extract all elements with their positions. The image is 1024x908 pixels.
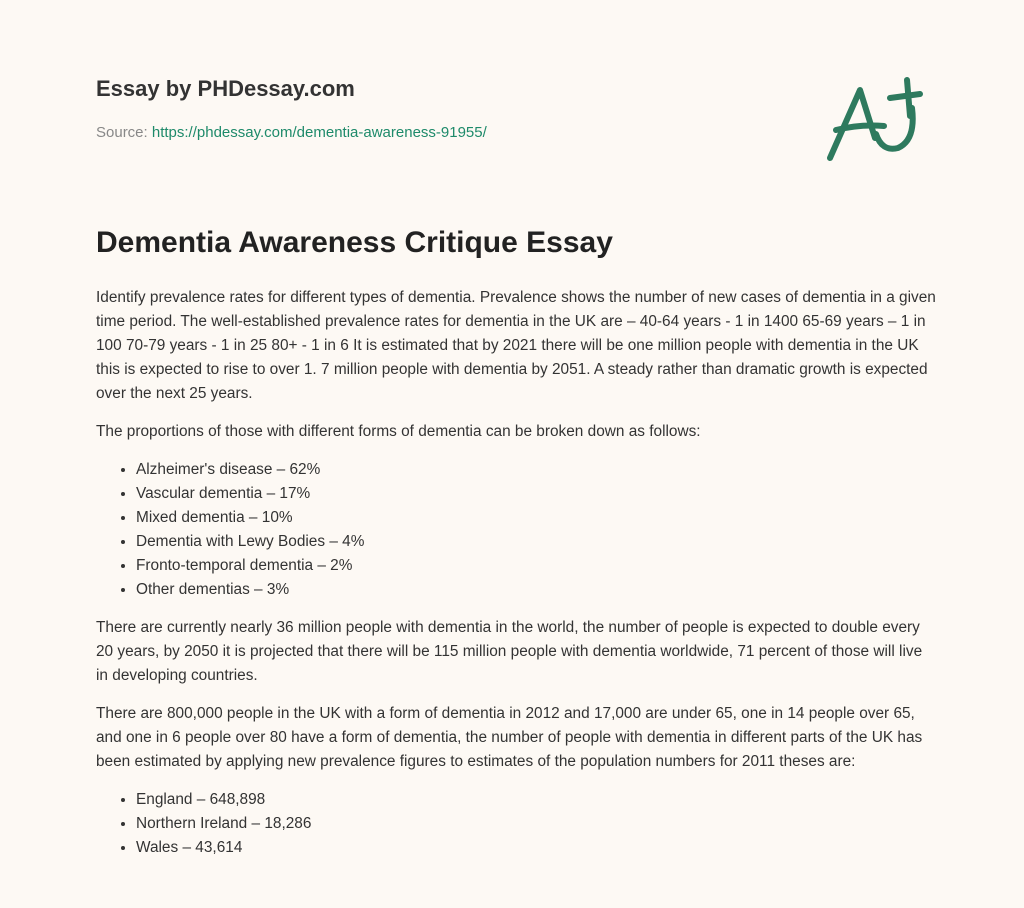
paragraph: Identify prevalence rates for different types of dementia. Prevalence shows the number of new cases of dementia in a given time period. The well-established prevalence rates for dementia in the UK are – 40-64 years - 1 in 1400 65-69 years – 1 in 100 70-79 years - 1 in 25 80+ - 1 in 6 It is estimated that by 2021 there will be one million people with dementia in the UK this is expected to rise to over 1. 7 million people with dementia by 2051. A steady rather than dramatic growth is expected over the next 25 years.	[96, 289, 936, 402]
source-label: Source:	[96, 124, 148, 141]
article-body	[96, 286, 936, 874]
list-item: • Northern Ireland – 18,286	[136, 812, 936, 836]
dementia-types-list	[96, 458, 936, 602]
list-item: • Other dementias – 3%	[136, 578, 936, 602]
a-plus-logo-icon	[820, 68, 930, 168]
list-item: • Mixed dementia – 10%	[136, 506, 936, 530]
paragraph: There are 800,000 people in the UK with a form of dementia in 2012 and 17,000 are under 65, one in 14 people over 65, and one in 6 people over 80 have a form of dementia, the number of people with dementia in different parts of the UK has been estimated by applying new prevalence figures to estimates of the population numbers for 2011 theses are:	[96, 705, 923, 770]
paragraph: There are currently nearly 36 million people with dementia in the world, the number of people is expected to double every 20 years, by 2050 it is projected that there will be 115 million people with dementia worldwide, 71 percent of those will live in developing countries.	[96, 619, 923, 684]
paragraph: The proportions of those with different forms of dementia can be broken down as follows:	[96, 423, 701, 440]
source-link[interactable]: https://phdessay.com/dementia-awareness-91955/	[151, 124, 487, 141]
list-item: • Vascular dementia – 17%	[136, 482, 936, 506]
list-item: • Alzheimer's disease – 62%	[136, 458, 936, 482]
list-item: • Wales – 43,614	[136, 836, 936, 860]
page-title: Dementia Awareness Critique Essay	[96, 226, 613, 259]
list-item: • Dementia with Lewy Bodies – 4%	[136, 530, 936, 554]
list-item: • England – 648,898	[136, 788, 936, 812]
uk-regions-list	[96, 788, 936, 860]
source-line	[96, 124, 487, 141]
list-item: • Fronto-temporal dementia – 2%	[136, 554, 936, 578]
site-brand: Essay by PHDessay.com	[96, 76, 355, 101]
